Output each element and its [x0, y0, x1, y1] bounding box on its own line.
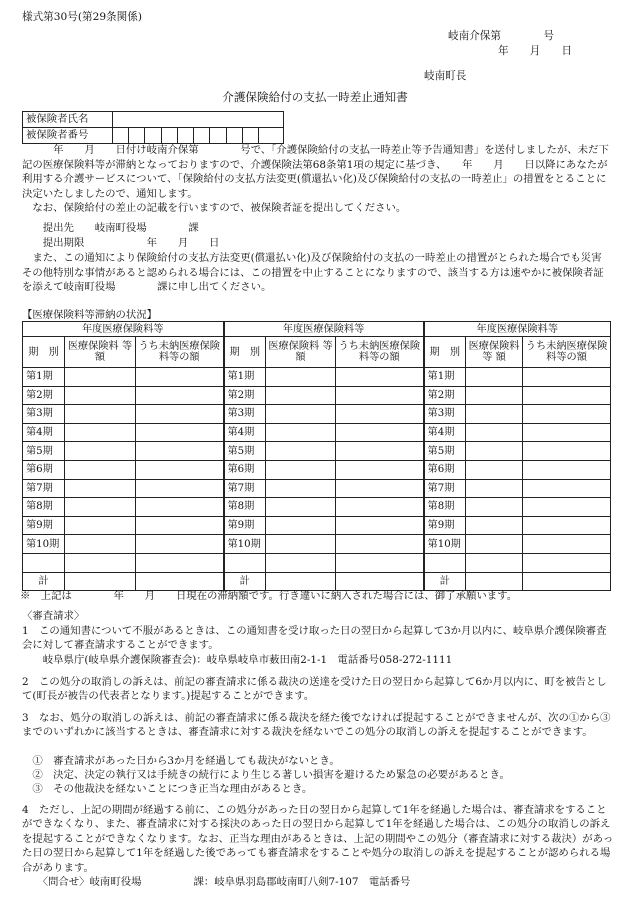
unpaid-cell[interactable] — [523, 386, 611, 405]
table-row — [23, 553, 611, 572]
appeal-item-4: 4 ただし、上記の期間が経過する前に、この処分があった日の翌日から起算して1年を経過した場合は、審査請求をすることができなくなり、また、審査請求に対する採決のあった日の翌日から起算して1年を経過した場合は、この処分の取消しの訴えを提起することができなくなります。なお、正当な理由があるときは、上記の期間やこの処分（審査請求に対する裁決）があった日の翌日から起算して1年を経過した後であっても審査請求をすることや処分の取消しの訴えを提起することが認められる場合があります。 — [22, 804, 614, 874]
form-number: 様式第30号(第29条関係) — [22, 11, 142, 23]
total-unpaid-cell[interactable] — [523, 572, 611, 591]
appeal-item-3-3: ③ その他裁決を経ないことにつき正当な理由があるとき。 — [22, 783, 313, 795]
period-cell: 第5期 — [424, 442, 466, 461]
unpaid-cell[interactable] — [136, 479, 224, 498]
premium-cell[interactable] — [65, 460, 136, 479]
insured-info-table — [22, 111, 284, 144]
period-cell: 第9期 — [224, 516, 266, 535]
insured-name-label: 被保険者氏名 — [23, 112, 113, 128]
period-cell: 第9期 — [23, 516, 65, 535]
period-cell: 第4期 — [23, 423, 65, 442]
premium-cell[interactable] — [65, 442, 136, 461]
period-cell: 第2期 — [224, 386, 266, 405]
unpaid-cell[interactable] — [136, 460, 224, 479]
total-unpaid-cell[interactable] — [336, 572, 424, 591]
period-cell: 第8期 — [23, 498, 65, 517]
unpaid-cell[interactable] — [523, 423, 611, 442]
unpaid-cell[interactable] — [336, 386, 424, 405]
premium-column-header: 医療保険料 等 額 — [65, 337, 136, 368]
unpaid-cell[interactable] — [336, 460, 424, 479]
premium-column-header: 医療保険料 等 額 — [266, 337, 336, 368]
unpaid-column-header: うち未納医療保険料等の額 — [523, 337, 611, 368]
period-column-header: 期 別 — [224, 337, 266, 368]
premium-cell[interactable] — [266, 442, 336, 461]
premium-cell[interactable] — [266, 535, 336, 554]
premium-cell[interactable] — [466, 479, 523, 498]
premium-cell[interactable] — [466, 405, 523, 424]
period-cell: 第4期 — [224, 423, 266, 442]
unpaid-cell[interactable] — [136, 368, 224, 387]
table-row — [23, 535, 611, 554]
premium-cell[interactable] — [65, 516, 136, 535]
period-cell: 第1期 — [224, 368, 266, 387]
period-cell: 第6期 — [224, 460, 266, 479]
document-title: 介護保険給付の支払一時差止通知書 — [222, 90, 408, 104]
insured-number-digit[interactable] — [194, 128, 210, 144]
premium-cell[interactable] — [466, 498, 523, 517]
premium-cell[interactable] — [466, 460, 523, 479]
arrears-note: ※ 上記は 年 月 日現在の滞納額です。行き違いに納入された場合には、御了承願います。 — [20, 590, 518, 602]
premium-cell[interactable] — [266, 368, 336, 387]
blank-cell[interactable] — [424, 553, 466, 572]
premium-cell[interactable] — [266, 498, 336, 517]
appeal-heading: 〈審査請求〉 — [22, 610, 85, 622]
unpaid-cell[interactable] — [136, 442, 224, 461]
premium-cell[interactable] — [266, 405, 336, 424]
total-row — [23, 572, 611, 591]
table-row — [23, 405, 611, 424]
unpaid-cell[interactable] — [336, 479, 424, 498]
period-cell: 第3期 — [23, 405, 65, 424]
premium-cell[interactable] — [65, 535, 136, 554]
unpaid-cell[interactable] — [523, 516, 611, 535]
period-cell: 第3期 — [424, 405, 466, 424]
unpaid-cell[interactable] — [336, 405, 424, 424]
column-header-row — [23, 337, 611, 368]
period-cell: 第2期 — [424, 386, 466, 405]
total-label: 計 — [224, 572, 266, 591]
table-row — [23, 479, 611, 498]
table-row — [23, 498, 611, 517]
status-caption: 【医療保険料等滞納の状況】 — [22, 309, 158, 321]
unpaid-cell[interactable] — [336, 516, 424, 535]
total-label: 計 — [23, 572, 65, 591]
table-row — [23, 460, 611, 479]
body-paragraph-2: なお、保険給付の差止の記載を行いますので、被保険者証を提出してください。 — [22, 202, 407, 214]
appeal-item-3-1: ① 審査請求があった日から3か月を経過しても裁決がないとき。 — [22, 755, 340, 767]
period-cell: 第10期 — [23, 535, 65, 554]
insured-number-digit[interactable] — [210, 128, 226, 144]
period-cell: 第6期 — [424, 460, 466, 479]
body-paragraph-3: また、この通知により保険給付の支払方法変更(償還払い化)及び保険給付の支払の一時差止の措置がとられた場合でも災害その他特別な事情があると認められる場合には、この措置を中止することになりますので、該当する方は速やかに被保険者証を添えて岐南町役場 課に申し出てください。 — [22, 252, 604, 294]
premium-cell[interactable] — [65, 368, 136, 387]
table-row — [23, 516, 611, 535]
total-premium-cell[interactable] — [65, 572, 136, 591]
insured-name-field[interactable] — [113, 112, 284, 128]
year-group-header: 年度医療保険料等 — [424, 322, 611, 337]
insured-number-digit[interactable] — [226, 128, 242, 144]
premium-cell[interactable] — [466, 368, 523, 387]
unpaid-cell[interactable] — [136, 405, 224, 424]
period-cell: 第5期 — [23, 442, 65, 461]
premium-cell[interactable] — [266, 386, 336, 405]
period-cell: 第7期 — [224, 479, 266, 498]
period-cell: 第4期 — [424, 423, 466, 442]
period-cell: 第7期 — [23, 479, 65, 498]
total-premium-cell[interactable] — [266, 572, 336, 591]
unpaid-cell[interactable] — [336, 442, 424, 461]
insured-number-digit[interactable] — [129, 128, 145, 144]
appeal-item-2: 2 この処分の取消しの訴えは、前記の審査請求に係る裁決の送達を受けた日の翌日から起算して6か月以内に、町を被告として(町長が被告の代表者となります。)提起することができます。 — [22, 676, 607, 703]
unpaid-cell[interactable] — [523, 498, 611, 517]
insured-number-label: 被保険者番号 — [23, 128, 113, 144]
blank-cell[interactable] — [23, 553, 65, 572]
unpaid-cell[interactable] — [336, 498, 424, 517]
premium-cell[interactable] — [466, 442, 523, 461]
table-row — [23, 442, 611, 461]
premium-cell[interactable] — [65, 405, 136, 424]
premium-cell[interactable] — [65, 479, 136, 498]
total-premium-cell[interactable] — [466, 572, 523, 591]
premium-cell[interactable] — [266, 516, 336, 535]
unpaid-column-header: うち未納医療保険料等の額 — [136, 337, 224, 368]
blank-cell[interactable] — [466, 553, 523, 572]
unpaid-cell[interactable] — [336, 535, 424, 554]
period-cell: 第2期 — [23, 386, 65, 405]
unpaid-cell[interactable] — [336, 368, 424, 387]
unpaid-cell[interactable] — [523, 479, 611, 498]
blank-cell[interactable] — [336, 553, 424, 572]
premium-cell[interactable] — [466, 386, 523, 405]
unpaid-cell[interactable] — [136, 498, 224, 517]
inquiry-contact: 〈問合せ〉岐南町役場 課：岐阜県羽島郡岐南町八剣7-107 電話番号 — [22, 876, 411, 888]
period-cell: 第7期 — [424, 479, 466, 498]
period-cell: 第8期 — [424, 498, 466, 517]
insured-number-digit[interactable] — [177, 128, 193, 144]
document-number: 岐南介保第 号 — [448, 30, 554, 42]
premium-cell[interactable] — [266, 460, 336, 479]
period-cell: 第5期 — [224, 442, 266, 461]
total-unpaid-cell[interactable] — [136, 572, 224, 591]
unpaid-cell[interactable] — [136, 535, 224, 554]
unpaid-cell[interactable] — [523, 405, 611, 424]
appeal-item-3-2: ② 決定、決定の執行又は手続きの続行により生じる著しい損害を避けるため緊急の必要があるとき。 — [22, 769, 510, 781]
unpaid-column-header: うち未納医療保険料等の額 — [336, 337, 424, 368]
unpaid-cell[interactable] — [136, 516, 224, 535]
premium-cell[interactable] — [466, 516, 523, 535]
year-group-header: 年度医療保険料等 — [23, 322, 224, 337]
issuer-name: 岐南町長 — [424, 70, 467, 82]
appeal-item-3: 3 なお、処分の取消しの訴えは、前記の審査請求に係る裁決を経た後でなければ提起することができませんが、次の①から③までのいずれかに該当するときは、審査請求に対する裁決を経ないでこの処分の取消しの訴えを提起することができます。 — [22, 712, 611, 739]
group-header-row — [23, 322, 611, 337]
submit-deadline: 提出期限 年 月 日 — [22, 237, 220, 249]
period-cell: 第3期 — [224, 405, 266, 424]
total-label: 計 — [424, 572, 466, 591]
insured-number-digit[interactable] — [113, 128, 129, 144]
premium-cell[interactable] — [466, 535, 523, 554]
unpaid-cell[interactable] — [523, 535, 611, 554]
blank-cell[interactable] — [65, 553, 136, 572]
insured-number-digit[interactable] — [145, 128, 161, 144]
period-cell: 第10期 — [424, 535, 466, 554]
table-row — [23, 386, 611, 405]
premium-cell[interactable] — [466, 423, 523, 442]
premium-cell[interactable] — [65, 498, 136, 517]
body-paragraph-1: 年 月 日付け岐南介保第 号で、「介護保険給付の支払一時差止等予告通知書」を送付しましたが、未だ下記の医療保険料等が滞納となっておりますので、介護保険法第68条第1項の規定に基づき、 年 月 日以降にあなたが利用する介護サービスについて、「保険給付の支払方法変更(償還払い化)及び保険給付の支払の一時差止」の措置をとることに決定いたしましたので、通知します。 — [22, 144, 609, 200]
premium-column-header: 医療保険料 等 額 — [466, 337, 523, 368]
unpaid-cell[interactable] — [136, 386, 224, 405]
period-cell: 第6期 — [23, 460, 65, 479]
period-column-header: 期 別 — [23, 337, 65, 368]
appeal-item-1: 1 この通知書について不服があるときは、この通知書を受け取った日の翌日から起算して3か月以内に、岐阜県介護保険審査会に対して審査請求することができます。 — [22, 625, 607, 652]
period-cell: 第1期 — [424, 368, 466, 387]
table-row — [23, 423, 611, 442]
blank-cell[interactable] — [523, 553, 611, 572]
insured-number-digit[interactable] — [161, 128, 177, 144]
blank-cell[interactable] — [136, 553, 224, 572]
insured-number-digit[interactable] — [242, 128, 258, 144]
issue-date: 年 月 日 — [498, 45, 573, 57]
unpaid-cell[interactable] — [136, 423, 224, 442]
period-cell: 第9期 — [424, 516, 466, 535]
unpaid-cell[interactable] — [523, 442, 611, 461]
blank-cell[interactable] — [266, 553, 336, 572]
submit-destination: 提出先 岐南町役場 課 — [22, 222, 199, 234]
year-group-header: 年度医療保険料等 — [224, 322, 424, 337]
period-column-header: 期 別 — [424, 337, 466, 368]
period-cell: 第10期 — [224, 535, 266, 554]
insured-number-digit[interactable] — [258, 128, 283, 144]
period-cell: 第8期 — [224, 498, 266, 517]
appeal-item-1-contact: 岐阜県庁(岐阜県介護保険審査会)：岐阜県岐阜市薮田南2-1-1 電話番号058-272-1111 — [22, 654, 453, 666]
premium-cell[interactable] — [65, 423, 136, 442]
blank-cell[interactable] — [224, 553, 266, 572]
premium-cell[interactable] — [65, 386, 136, 405]
unpaid-cell[interactable] — [523, 460, 611, 479]
arrears-status-table — [22, 321, 611, 591]
unpaid-cell[interactable] — [523, 368, 611, 387]
table-row — [23, 368, 611, 387]
unpaid-cell[interactable] — [336, 423, 424, 442]
premium-cell[interactable] — [266, 479, 336, 498]
premium-cell[interactable] — [266, 423, 336, 442]
period-cell: 第1期 — [23, 368, 65, 387]
